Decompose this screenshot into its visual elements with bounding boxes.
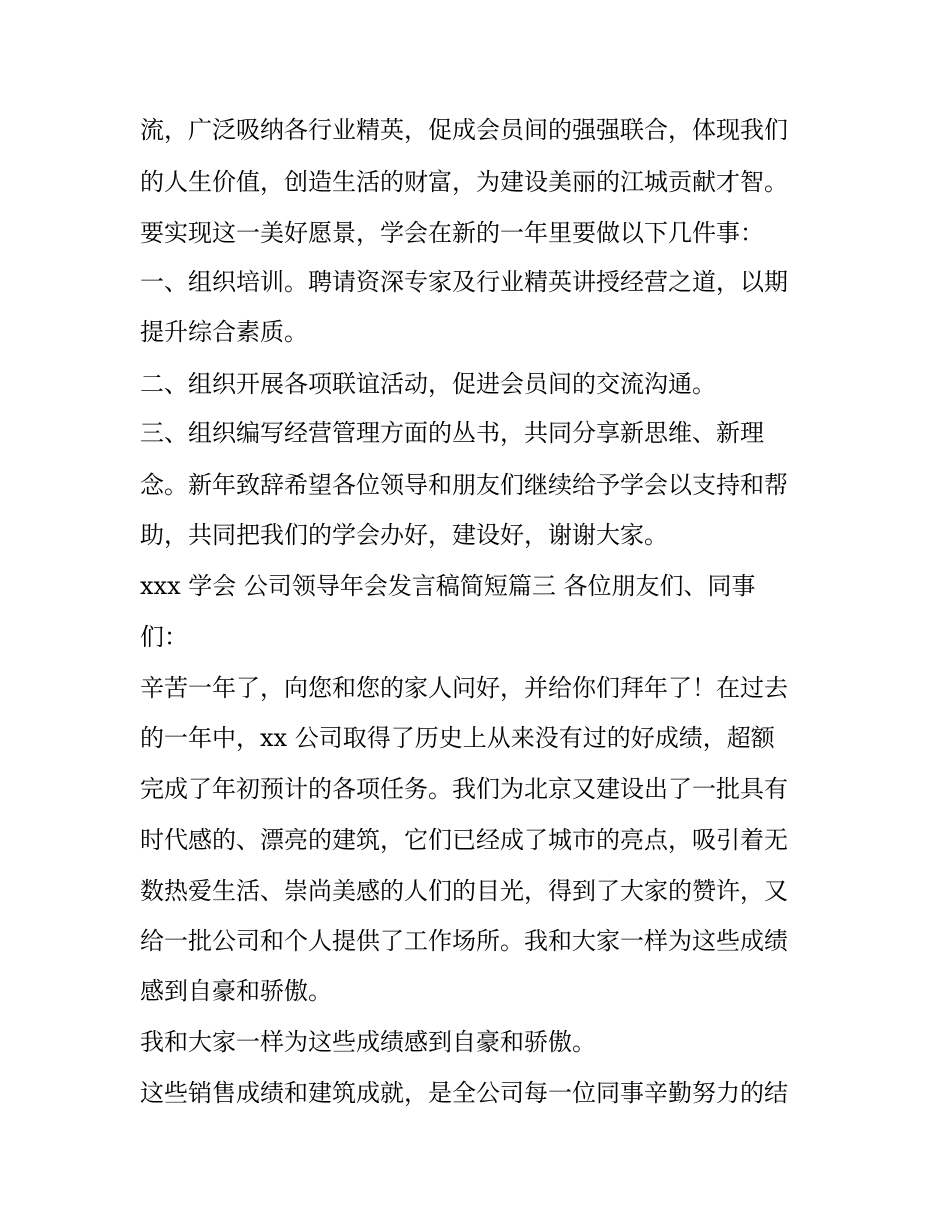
text-line: 要实现这一美好愿景，学会在新的一年里要做以下几件事： bbox=[140, 219, 764, 247]
text-line: 助，共同把我们的学会办好，建设好，谢谢大家。 bbox=[140, 521, 668, 549]
text-line: 数热爱生活、崇尚美感的人们的目光，得到了大家的赞许，又 bbox=[140, 877, 788, 905]
text-line: 感到自豪和骄傲。 bbox=[140, 977, 332, 1005]
text-line: 给一批公司和个人提供了工作场所。我和大家一样为这些成绩 bbox=[140, 927, 788, 955]
text-line: 流，广泛吸纳各行业精英，促成会员间的强强联合，体现我们 bbox=[140, 116, 788, 144]
text-line: 们： bbox=[140, 623, 188, 651]
text-line: xxx 学会 公司领导年会发言稿简短篇三 各位朋友们、同事 bbox=[140, 572, 756, 600]
text-line: 二、组织开展各项联谊活动，促进会员间的交流沟通。 bbox=[140, 370, 716, 398]
text-line: 提升综合素质。 bbox=[140, 318, 308, 346]
text-line: 的人生价值，创造生活的财富，为建设美丽的江城贡献才智。 bbox=[140, 168, 788, 196]
text-line: 三、组织编写经营管理方面的丛书，共同分享新思维、新理 bbox=[140, 419, 764, 447]
text-line: 完成了年初预计的各项任务。我们为北京又建设出了一批具有 bbox=[140, 775, 788, 803]
text-line: 这些销售成绩和建筑成就，是全公司每一位同事辛勤努力的结 bbox=[140, 1079, 788, 1107]
text-line: 一、组织培训。聘请资深专家及行业精英讲授经营之道，以期 bbox=[140, 268, 788, 296]
text-line: 念。新年致辞希望各位领导和朋友们继续给予学会以支持和帮 bbox=[140, 471, 788, 499]
text-line: 我和大家一样为这些成绩感到自豪和骄傲。 bbox=[140, 1028, 596, 1056]
text-line: 的一年中，xx 公司取得了历史上从来没有过的好成绩，超额 bbox=[140, 724, 775, 752]
text-line: 辛苦一年了，向您和您的家人问好，并给你们拜年了！在过去 bbox=[140, 674, 788, 702]
text-line: 时代感的、漂亮的建筑，它们已经成了城市的亮点，吸引着无 bbox=[140, 826, 788, 854]
